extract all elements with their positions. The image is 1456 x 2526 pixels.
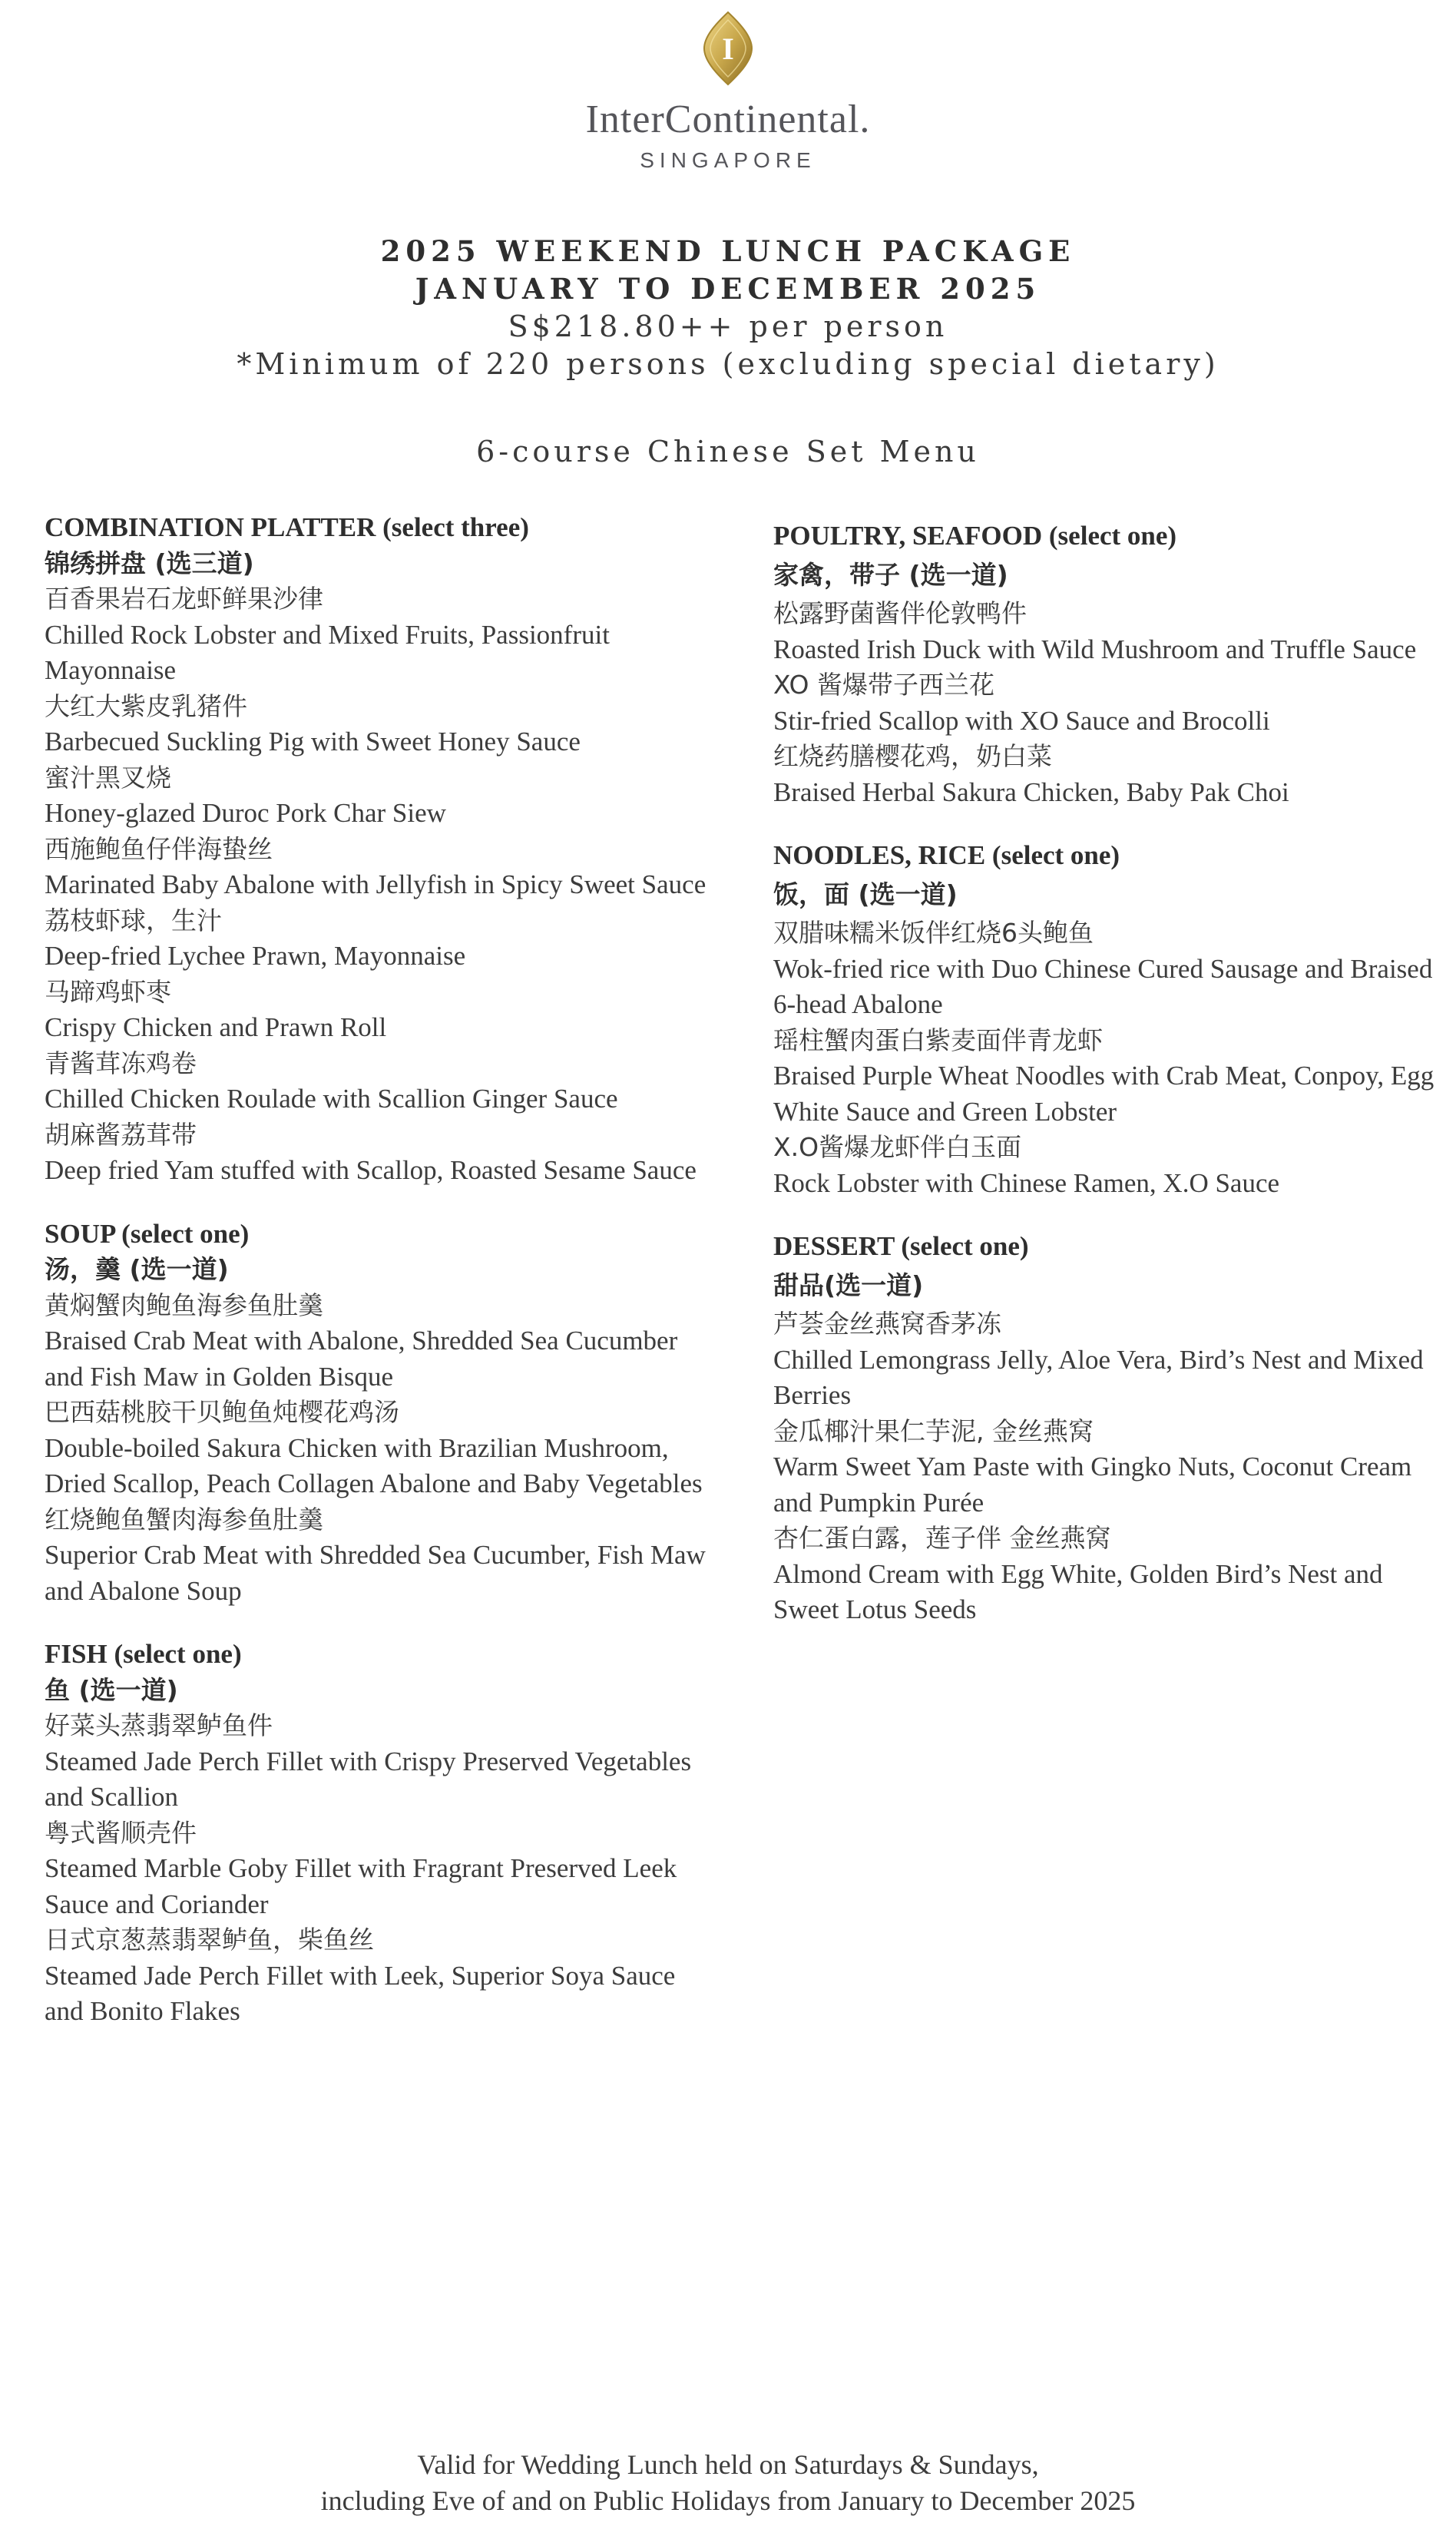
- page-heading: [0, 233, 1456, 383]
- menu-item: [773, 1521, 1441, 1628]
- footer-line: including Eve of and on Public Holidays from January to December 2025: [320, 2485, 1136, 2516]
- emblem-letter: I: [722, 31, 734, 66]
- item-name-en: Chilled Lemongrass Jelly, Aloe Vera, Bird’s Nest and Mixed Berries: [773, 1344, 1424, 1410]
- menu-item: [45, 1288, 720, 1395]
- item-name-zh: 松露野菌酱伴伦敦鸭件: [773, 598, 1027, 628]
- item-name-zh: XO 酱爆带子西兰花: [773, 670, 994, 700]
- menu-item: [773, 1130, 1441, 1201]
- item-name-zh: 杏仁蛋白露，莲子伴 金丝燕窝: [773, 1523, 1111, 1553]
- section-title: COMBINATION PLATTER (select three): [45, 512, 529, 542]
- menu-item: [45, 1816, 720, 1923]
- item-name-zh: 百香果岩石龙虾鲜果沙律: [45, 584, 323, 614]
- item-name-en: Stir-fried Scallop with XO Sauce and Brocolli: [773, 705, 1270, 736]
- footer-line: Valid for Wedding Lunch held on Saturdays & Sundays,: [417, 2449, 1039, 2480]
- item-name-zh: 粤式酱顺壳件: [45, 1817, 197, 1848]
- item-name-zh: X.O酱爆龙虾伴白玉面: [773, 1132, 1022, 1162]
- menu-item: [773, 596, 1441, 667]
- item-name-en: Deep fried Yam stuffed with Scallop, Roasted Sesame Sauce: [45, 1155, 697, 1185]
- item-name-zh: 荔枝虾球，生汁: [45, 905, 222, 935]
- item-name-zh: 西施鲍鱼仔伴海蛰丝: [45, 833, 273, 864]
- validity-footer: [0, 2447, 1456, 2518]
- menu-item: [45, 581, 720, 689]
- item-name-en: Wok-fried rice with Duo Chinese Cured Sausage and Braised 6-head Abalone: [773, 953, 1433, 1019]
- item-name-en: Almond Cream with Egg White, Golden Bird’s Nest and Sweet Lotus Seeds: [773, 1558, 1383, 1624]
- item-name-zh: 芦荟金丝燕窝香茅冻: [773, 1309, 1001, 1339]
- menu-item: [45, 903, 720, 975]
- item-name-zh: 胡麻酱荔茸带: [45, 1119, 197, 1150]
- section-fish: [45, 1637, 720, 2030]
- item-name-en: Chilled Chicken Roulade with Scallion Ginger Sauce: [45, 1084, 618, 1114]
- section-title: NOODLES, RICE (select one): [773, 840, 1120, 870]
- menu-item: [45, 760, 720, 832]
- item-name-zh: 大红大紫皮乳猪件: [45, 690, 247, 721]
- section-title: DESSERT (select one): [773, 1231, 1029, 1261]
- section-title-zh: 家禽，带子 (选一道): [773, 559, 1008, 590]
- package-title: 2025 WEEKEND LUNCH PACKAGE: [380, 234, 1076, 268]
- section-combination-platter: [45, 510, 720, 1189]
- item-name-en: Roasted Irish Duck with Wild Mushroom and Truffle Sauce: [773, 634, 1417, 664]
- item-name-zh: 巴西菇桃胶干贝鲍鱼炖樱花鸡汤: [45, 1397, 399, 1427]
- section-title: FISH (select one): [45, 1639, 242, 1669]
- brand-name: InterContinental.: [585, 98, 871, 141]
- item-name-en: Chilled Rock Lobster and Mixed Fruits, Passionfruit Mayonnaise: [45, 619, 610, 685]
- item-name-en: Honey-glazed Duroc Pork Char Siew: [45, 798, 446, 828]
- menu-item: [45, 1502, 720, 1610]
- item-name-zh: 马蹄鸡虾枣: [45, 976, 171, 1007]
- menu-item: [45, 689, 720, 760]
- section-title-zh: 甜品(选一道): [773, 1270, 924, 1300]
- item-name-en: Steamed Marble Goby Fillet with Fragrant Preserved Leek Sauce and Coriander: [45, 1853, 677, 1919]
- menu-item: [773, 1414, 1441, 1521]
- item-name-en: Marinated Baby Abalone with Jellyfish in Spicy Sweet Sauce: [45, 869, 706, 899]
- item-name-zh: 瑶柱蟹肉蛋白紫麦面伴青龙虾: [773, 1025, 1103, 1055]
- item-name-en: Double-boiled Sakura Chicken with Brazilian Mushroom, Dried Scallop, Peach Collagen Abalone and Baby Vegetables: [45, 1432, 703, 1498]
- intercontinental-emblem-icon: [701, 11, 755, 86]
- item-name-zh: 好菜头蒸翡翠鲈鱼件: [45, 1710, 273, 1740]
- menu-left-column: [45, 510, 720, 2058]
- item-name-en: Warm Sweet Yam Paste with Gingko Nuts, Coconut Cream and Pumpkin Purée: [773, 1452, 1412, 1518]
- section-title: POULTRY, SEAFOOD (select one): [773, 521, 1177, 551]
- item-name-zh: 红烧药膳樱花鸡，奶白菜: [773, 741, 1052, 771]
- brand-location: SINGAPORE: [640, 148, 816, 172]
- package-period: JANUARY TO DECEMBER 2025: [415, 272, 1041, 306]
- menu-type: 6-course Chinese Set Menu: [476, 435, 980, 468]
- menu-item: [45, 1395, 720, 1502]
- section-noodles-rice: [773, 838, 1441, 1201]
- menu-type-heading: [0, 433, 1456, 471]
- item-name-zh: 蜜汁黑叉烧: [45, 762, 171, 793]
- section-dessert: [773, 1229, 1441, 1628]
- item-name-zh: 黄焖蟹肉鲍鱼海参鱼肚羹: [45, 1289, 323, 1320]
- menu-item: [773, 1023, 1441, 1131]
- item-name-en: Barbecued Suckling Pig with Sweet Honey Sauce: [45, 727, 581, 756]
- section-title-zh: 锦绣拼盘 (选三道): [45, 548, 254, 578]
- minimum-note: *Minimum of 220 persons (excluding special dietary): [237, 347, 1219, 381]
- item-name-zh: 青酱茸冻鸡卷: [45, 1048, 197, 1078]
- package-price: S$218.80++ per person: [508, 310, 948, 343]
- section-title-zh: 汤，羹 (选一道): [45, 1254, 229, 1284]
- menu-item: [45, 975, 720, 1046]
- item-name-en: Superior Crab Meat with Shredded Sea Cucumber, Fish Maw and Abalone Soup: [45, 1540, 706, 1606]
- menu-item: [773, 739, 1441, 810]
- brand-logo: [0, 11, 1456, 174]
- menu-right-column: [773, 518, 1441, 1656]
- menu-item: [45, 1117, 720, 1189]
- item-name-en: Braised Herbal Sakura Chicken, Baby Pak Choi: [773, 776, 1289, 807]
- section-soup: [45, 1217, 720, 1610]
- section-poultry-seafood: [773, 518, 1441, 810]
- item-name-en: Crispy Chicken and Prawn Roll: [45, 1012, 387, 1042]
- item-name-zh: 红烧鲍鱼蟹肉海参鱼肚羹: [45, 1504, 323, 1534]
- menu-item: [45, 832, 720, 903]
- item-name-en: Steamed Jade Perch Fillet with Leek, Superior Soya Sauce and Bonito Flakes: [45, 1960, 676, 2026]
- menu-item: [45, 1046, 720, 1117]
- item-name-zh: 日式京葱蒸翡翠鲈鱼，柴鱼丝: [45, 1925, 374, 1955]
- item-name-zh: 金瓜椰汁果仁芋泥, 金丝燕窝: [773, 1415, 1094, 1446]
- section-title-zh: 饭，面 (选一道): [773, 879, 958, 909]
- item-name-zh: 双腊味糯米饭伴红烧6头鲍鱼: [773, 918, 1094, 948]
- item-name-en: Rock Lobster with Chinese Ramen, X.O Sauce: [773, 1167, 1280, 1198]
- section-title: SOUP (select one): [45, 1218, 250, 1249]
- section-title-zh: 鱼 (选一道): [45, 1674, 178, 1705]
- item-name-en: Braised Purple Wheat Noodles with Crab Meat, Conpoy, Egg White Sauce and Green Lobster: [773, 1061, 1434, 1127]
- item-name-en: Deep-fried Lychee Prawn, Mayonnaise: [45, 941, 466, 971]
- menu-item: [45, 1708, 720, 1816]
- menu-item: [773, 667, 1441, 739]
- menu-item: [773, 915, 1441, 1023]
- menu-item: [773, 1306, 1441, 1414]
- menu-item: [45, 1922, 720, 2030]
- item-name-en: Steamed Jade Perch Fillet with Crispy Preserved Vegetables and Scallion: [45, 1746, 692, 1812]
- item-name-en: Braised Crab Meat with Abalone, Shredded Sea Cucumber and Fish Maw in Golden Bisque: [45, 1326, 678, 1392]
